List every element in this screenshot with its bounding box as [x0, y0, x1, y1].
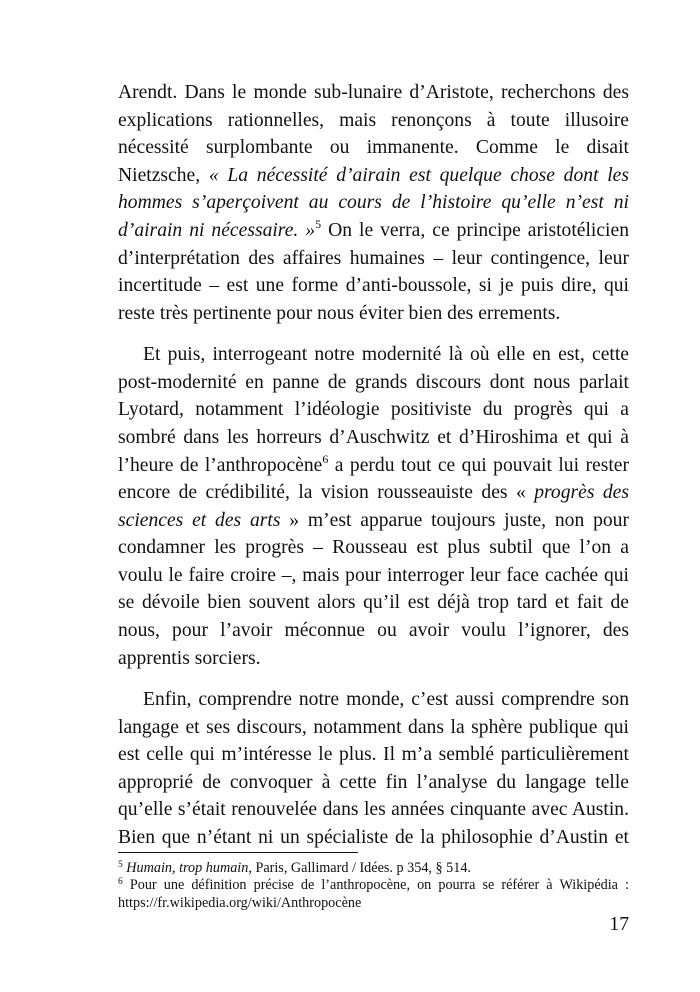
text-line	[118, 562, 629, 590]
text-line	[118, 341, 629, 369]
italic-text: sciences et des arts	[118, 509, 281, 531]
text-run: » m’est apparue toujours juste, non pour	[280, 509, 629, 531]
text-run: On le verra, ce principe aristotélicien	[321, 219, 629, 241]
text-line	[118, 245, 629, 273]
text-line	[118, 507, 629, 535]
text-run: encore de crédibilité, la vision rousseauiste des «	[118, 482, 535, 504]
text-line	[118, 189, 629, 217]
text-run: nécessité surplombante ou immanente. Comme le disait	[118, 137, 629, 159]
text-line	[118, 396, 629, 424]
text-run: post-modernité en panne de grands discours dont nous parlait	[118, 371, 629, 393]
text-line	[118, 479, 629, 507]
footnote	[118, 877, 629, 912]
text-line	[118, 686, 629, 714]
footnote-line	[118, 877, 629, 894]
text-line	[118, 300, 629, 328]
footnote-separator-rule	[118, 852, 358, 853]
text-line	[118, 714, 629, 742]
text-run: Nietzsche,	[118, 164, 209, 186]
text-run: Enfin, comprendre notre monde, c’est aussi comprendre son	[143, 689, 629, 711]
italic-text: Humain, trop humain,	[126, 860, 252, 876]
text-line	[118, 162, 629, 190]
text-line	[118, 134, 629, 162]
text-run: https://fr.wikipedia.org/wiki/Anthropocène	[118, 894, 362, 911]
text-line	[118, 107, 629, 135]
text-run: voulu le faire croire –, mais pour interroger leur face cachée qui	[118, 564, 629, 586]
page-number: 17	[609, 914, 629, 935]
text-run: Bien que n’étant ni un spécialiste de la philosophie d’Austin et	[118, 827, 629, 849]
footnote-reference: 5	[315, 216, 322, 231]
text-line	[118, 796, 629, 824]
italic-text: d’airain ni nécessaire. »	[118, 219, 316, 241]
footnote-marker: 5	[118, 859, 123, 870]
text-run: apprentis sorciers.	[118, 647, 261, 669]
text-line	[118, 79, 629, 107]
text-run: Lyotard, notamment l’idéologie positiviste du progrès qui a	[118, 399, 629, 421]
text-run: explications rationnelles, mais renonçons à toute illusoire	[118, 109, 629, 131]
text-run: nous, pour l’avoir méconnue ou avoir voulu l’ignorer, des	[118, 620, 629, 642]
footnote-line	[118, 895, 629, 912]
text-run: d’interprétation des affaires humaines – leur contingence, leur	[118, 247, 629, 269]
text-run: reste très pertinente pour nous éviter bien des errements.	[118, 302, 561, 324]
text-line	[118, 769, 629, 797]
text-run: qu’elle s’était renouvelée dans les années cinquante avec Austin.	[118, 799, 629, 821]
text-run: incertitude – est une forme d’anti-boussole, si je puis dire, qui	[118, 275, 629, 297]
text-run: Arendt. Dans le monde sub-lunaire d’Aristote, recherchons des	[118, 82, 629, 103]
text-line	[118, 589, 629, 617]
text-line	[118, 452, 629, 480]
paragraph	[118, 341, 629, 672]
text-line	[118, 272, 629, 300]
footnote-marker: 6	[118, 876, 123, 887]
text-run: l’heure de l’anthropocène	[118, 454, 323, 476]
text-run: Pour une définition précise de l’anthropocène, on pourra se référer à Wikipédia :	[129, 877, 629, 894]
italic-text: hommes s’aperçoivent au cours de l’histoire qu’elle n’est ni	[118, 192, 629, 214]
body-text	[118, 79, 629, 865]
text-line	[118, 645, 629, 673]
text-line	[118, 534, 629, 562]
footnote	[118, 860, 629, 877]
text-line	[118, 824, 629, 852]
paragraph	[118, 686, 629, 852]
footnotes	[118, 860, 629, 912]
text-run: Et puis, interrogeant notre modernité là où elle en est, cette	[143, 344, 629, 366]
text-run: a perdu tout ce qui pouvait lui rester	[328, 454, 629, 476]
paragraph	[118, 79, 629, 327]
italic-text: progrès des	[534, 482, 629, 504]
footnote-reference: 6	[322, 451, 329, 466]
text-run: se dévoile bien souvent alors qu’il est déjà trop tard et fait de	[118, 592, 629, 614]
text-line	[118, 617, 629, 645]
text-run: langage et ses discours, notamment dans la sphère publique qui	[118, 716, 629, 738]
text-run: condamner les progrès – Rousseau est plus subtil que l’on a	[118, 537, 629, 559]
text-run: Paris, Gallimard / Idées. p 354, § 514.	[251, 860, 471, 876]
text-run: sombré dans les horreurs d’Auschwitz et d’Hiroshima et qui à	[118, 426, 629, 448]
text-line	[118, 217, 629, 245]
italic-text: « La nécessité d’airain est quelque chose dont les	[208, 164, 629, 186]
footnote-line	[118, 860, 629, 877]
text-line	[118, 741, 629, 769]
text-line	[118, 424, 629, 452]
text-run: est celle qui m’intéresse le plus. Il m’a semblé particulièrement	[118, 744, 629, 766]
text-run: approprié de convoquer à cette fin l’analyse du langage telle	[118, 771, 629, 793]
text-line	[118, 369, 629, 397]
